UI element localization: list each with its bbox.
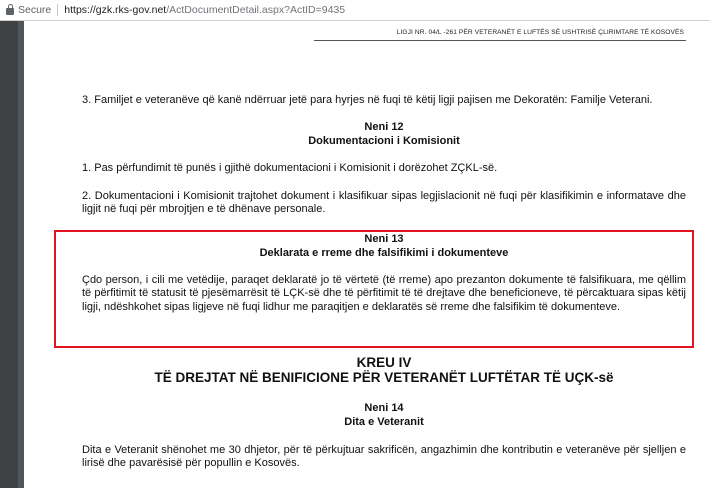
divider [57,4,58,16]
chapter-title: TË DREJTAT NË BENIFICIONE PËR VETERANËT LUFTËTAR TË UÇK-së [154,370,614,385]
article-12-paragraph-1: 1. Pas përfundimit të punës i gjithë dokumentacioni i Komisionit i dorëzohet ZÇKL-së. [82,162,498,174]
url-path[interactable]: /ActDocumentDetail.aspx?ActID=9435 [166,4,346,16]
article-14-title: Dita e Veteranit [344,416,424,428]
pdf-viewer[interactable] [0,21,710,488]
address-bar[interactable] [0,0,710,21]
article-14-body: Dita e Veteranit shënohet me 30 dhjetor, për të përkujtuar sakrificën, angazhimin dhe kontributin e veteranëve për sjelljen e lirisë dhe pavarësisë për popullin e Kosovës. [82,444,686,470]
document-page [24,21,710,488]
article-12-paragraph-2: 2. Dokumentacioni i Komisionit trajtohet dokument i klasifikuar sipas legjislacionit në fuqi për klasifikimin e informatave dhe ligjit në fuqi për mbrojtjen e të dhënave personale. [82,190,686,216]
running-header: LIGJI NR. 04/L -261 PËR VETERANËT E LUFTËS SË USHTRISË ÇLIRIMTARE TË KOSOVËS [396,29,684,36]
article-13-body: Çdo person, i cili me vetëdije, paraqet deklaratë jo të vërtetë (të rreme) apo prezanton dokumente të falsifikuara, me qëllim të përfitimit të statusit të pjesëmarrësit të LÇK-së dhe të përfitimit të të drejtave dhe beneficioneve, të përcaktuara sipas këtij ligji, ndëshkohet sipas ligjeve në fuqi lidhur me paraqitjen e deklaratës së rreme dhe falsifikim të dokumenteve. [82,274,686,313]
article-12-number: Neni 12 [364,121,404,133]
paragraph-families: 3. Familjet e veteranëve që kanë ndërruar jetë para hyrjes në fuqi të këtij ligji pajisen me Dekoratën: Familje Veterani. [82,94,653,106]
header-rule [314,40,686,41]
secure-label: Secure [18,4,52,16]
lock-icon [6,8,14,15]
article-12-title: Dokumentacioni i Komisionit [308,135,460,147]
previous-page-edge [0,21,18,488]
article-13-number: Neni 13 [364,233,404,245]
article-14-number: Neni 14 [364,402,404,414]
url-host[interactable]: https://gzk.rks-gov.net [64,4,167,16]
chapter-label: KREU IV [356,355,412,370]
article-13-title: Deklarata e rreme dhe falsifikimi i dokumenteve [259,247,509,259]
